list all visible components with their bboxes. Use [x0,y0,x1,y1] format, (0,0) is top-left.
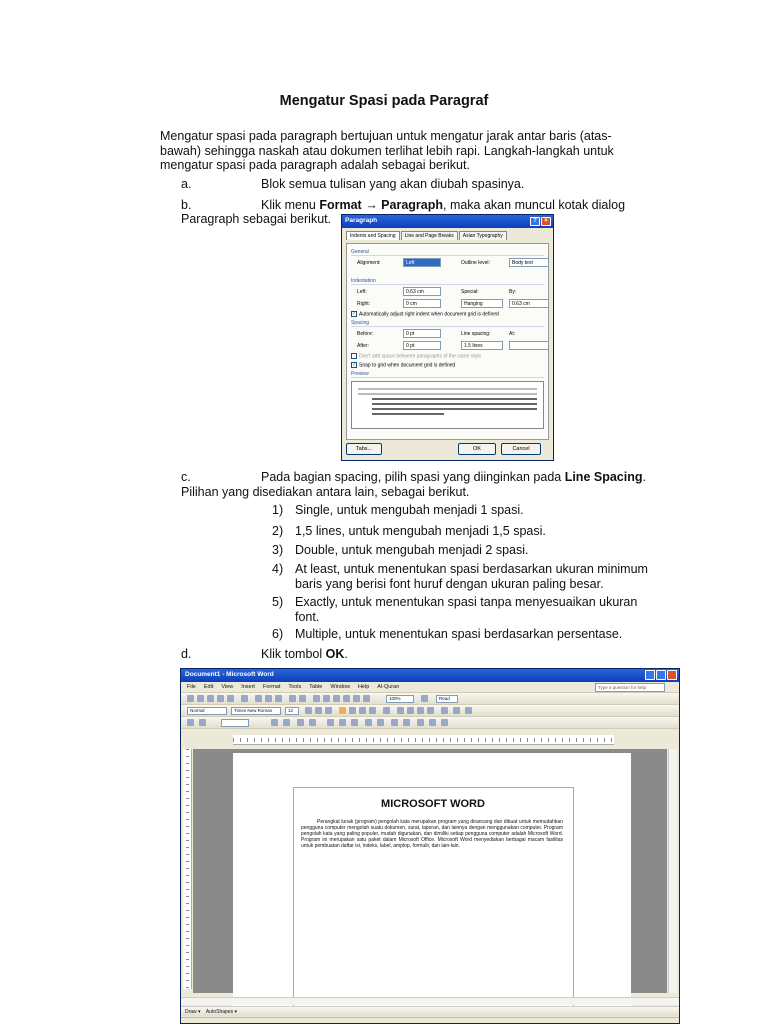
close-button[interactable]: × [541,217,551,226]
word-titlebar [181,669,679,682]
style-select[interactable]: Normal [187,707,227,715]
font-color-icon[interactable] [465,707,472,714]
document-heading: MICROSOFT WORD [381,798,485,810]
drawing-style-toolbar [181,717,679,729]
table-icon[interactable] [323,695,330,702]
after-label: After: [357,343,369,350]
line-style-select[interactable] [221,719,249,727]
dialog-title: Paragraph [345,217,378,224]
before-label: Before: [357,331,374,338]
copy-icon[interactable] [265,695,272,702]
increase-indent-icon[interactable] [427,707,434,714]
section-spacing: Spacing [351,320,544,327]
save-icon[interactable] [207,695,214,702]
at-label: At: [509,331,516,338]
paste-icon[interactable] [275,695,282,702]
decrease-indent-icon[interactable] [417,707,424,714]
dialog-titlebar [342,215,553,228]
tab-line-page-breaks[interactable]: Line and Page Breaks [401,231,458,240]
step-text: Blok semua tulisan yang akan diubah spasinya. [261,177,525,191]
horizontal-ruler[interactable] [233,735,614,745]
align-right-icon[interactable] [359,707,366,714]
drawing-icon[interactable] [343,695,350,702]
document-area [193,749,667,993]
intro-paragraph: Mengatur spasi pada paragraph bertujuan untuk mengatur jarak antar baris (atas-bawah) sehingga naskah atau dokumen terlihat lebih rapi. Langkah-langkah untuk mengatur spasi pada paragraph adalah sebagai berikut. [160,129,614,172]
menu-tools[interactable]: Tools [288,684,302,690]
tabs-button[interactable]: Tabs... [346,443,382,455]
help-icon[interactable] [421,695,428,702]
cut-icon[interactable] [255,695,262,702]
preview-box [351,381,544,429]
step-letter: c. [181,470,191,484]
word-title: Document1 - Microsoft Word [185,671,274,678]
numbering-icon[interactable] [397,707,404,714]
special-select[interactable]: Hanging [461,299,503,308]
no-space-checkbox[interactable]: Don't add space between paragraphs of the same style [351,353,544,359]
formatting-toolbar [181,705,679,717]
split-cells-icon[interactable] [351,719,358,726]
document-body: Perangkat lunak (program) pengolah kata merupakan program yang dirancang dan dibuat untuk memudahkan pengguna computer mengolah suatu dokumen, surat, laporan, dan lainnya dengan menggunakan computer. Program pengolah kata yang paling populer, mudah digunakan, dan dimiliki setiap pengguna computer adalah Microsoft Word. Program ini merupakan satu paket dalam Microsoft Office. Microsoft Word menyediakan berbagai macam fasilitas untuk pembuatan daftar isi, indeks, label, amplop, formulir, dan lain-lain. [301,819,563,849]
border-color-icon[interactable] [283,719,290,726]
open-icon[interactable] [197,695,204,702]
snap-grid-checkbox[interactable]: ✓ Snap to grid when document grid is defined [352,361,456,368]
hyperlink-icon[interactable] [313,695,320,702]
help-search-input[interactable]: Type a question for help [595,683,665,692]
italic-icon[interactable] [315,707,322,714]
auto-indent-checkbox[interactable]: ✓ Automatically adjust right indent when document grid is defined [352,311,499,318]
outline-select[interactable]: Body text [509,258,549,267]
at-field[interactable] [509,341,549,350]
outline-label: Outline level: [461,260,490,266]
menu-bar [181,682,679,693]
horizontal-scrollbar[interactable] [181,997,679,1005]
by-field[interactable]: 0.63 cm [509,299,549,308]
size-select[interactable]: 12 [285,707,299,715]
vertical-ruler[interactable] [183,749,192,989]
status-bar [181,1017,679,1024]
merge-cells-icon[interactable] [339,719,346,726]
left-indent-field[interactable]: 0.63 cm [403,287,441,296]
tab-indents-spacing[interactable]: Indents and Spacing [346,231,400,240]
autoformat-icon[interactable] [391,719,398,726]
sort-descending-icon[interactable] [429,719,436,726]
standard-toolbar [181,693,679,705]
menu-window[interactable]: Window [330,684,350,690]
menu-help[interactable]: Help [357,684,370,690]
line-weight-icon[interactable] [271,719,278,726]
bold-icon[interactable] [305,707,312,714]
before-field[interactable]: 0 pt [403,329,441,338]
outside-border-icon[interactable] [297,719,304,726]
frame-icon[interactable] [187,719,194,726]
cancel-button[interactable]: Cancel [501,443,541,455]
highlight-icon[interactable] [453,707,460,714]
justify-icon[interactable] [369,707,376,714]
undo-icon[interactable] [289,695,296,702]
dialog-body [346,243,549,440]
step-text: Klik tombol OK. [261,647,348,661]
read-button[interactable]: Read [436,695,458,703]
tab-asian-typography[interactable]: Asian Typography [459,231,507,240]
line-spacing-label: Line spacing: [461,331,491,338]
step-letter: b. [181,198,192,212]
redo-icon[interactable] [299,695,306,702]
section-indentation: Indentation [351,278,544,285]
new-icon[interactable] [187,695,194,702]
alignment-select[interactable]: Left [403,258,441,267]
step-letter: a. [181,177,192,191]
shading-icon[interactable] [309,719,316,726]
insert-table-icon[interactable] [327,719,334,726]
ok-button[interactable]: OK [458,443,496,455]
maximize-button[interactable] [656,670,666,680]
step-c-continuation: Pilihan yang disediakan antara lain, sebagai berikut. [181,485,470,499]
font-select[interactable]: Times New Roman [231,707,281,715]
vertical-scrollbar[interactable] [668,749,677,993]
sort-ascending-icon[interactable] [417,719,424,726]
menu-table[interactable]: Table [309,684,323,690]
align-center-icon[interactable] [349,707,356,714]
border-icon[interactable] [441,707,448,714]
word-window [180,668,680,1024]
autosum-icon[interactable] [441,719,448,726]
align-icon[interactable] [365,719,372,726]
preview-icon[interactable] [227,695,234,702]
minimize-button[interactable] [645,670,655,680]
section-general: General [351,249,544,256]
help-button[interactable]: ? [530,217,540,226]
menu-insert[interactable]: Insert [241,684,255,690]
left-label: Left: [357,289,367,295]
underline-icon[interactable] [325,707,332,714]
line-spacing-icon[interactable] [383,707,390,714]
step-text: Klik menu Format → Paragraph, maka akan muncul kotak dialog [261,198,626,212]
menu-al-quran[interactable]: Al-Quran [377,684,400,690]
print-icon[interactable] [217,695,224,702]
autoshapes-menu[interactable]: AutoShapes ▾ [205,1009,238,1015]
zoom-select[interactable]: 100% [386,695,414,703]
menu-edit[interactable]: Edit [203,684,214,690]
special-label: Special: [461,289,479,295]
section-preview: Preview [351,371,544,378]
frame-icon[interactable] [199,719,206,726]
close-button[interactable] [667,670,677,680]
menu-format[interactable]: Format [262,684,281,690]
page-title: Mengatur Spasi pada Paragraf [279,93,489,109]
spelling-icon[interactable] [241,695,248,702]
step-letter: d. [181,647,192,661]
step-b-continuation: Paragraph sebagai berikut. [181,212,332,226]
document-page[interactable] [233,753,631,1013]
after-field[interactable]: 0 pt [403,341,441,350]
right-label: Right: [357,301,371,307]
step-text: Pada bagian spacing, pilih spasi yang diinginkan pada Line Spacing. [261,470,646,484]
drawing-toolbar [181,1006,679,1016]
align-left-icon[interactable] [339,707,346,714]
menu-file[interactable]: File [187,684,196,690]
map-icon[interactable] [353,695,360,702]
right-indent-field[interactable]: 0 cm [403,299,441,308]
by-label: By: [509,289,517,295]
columns-icon[interactable] [333,695,340,702]
bullets-icon[interactable] [407,707,414,714]
menu-view[interactable]: View [221,684,234,690]
alignment-label: Alignment: [357,260,381,266]
text-direction-icon[interactable] [403,719,410,726]
distribute-icon[interactable] [377,719,384,726]
line-spacing-select[interactable]: 1.5 lines [461,341,503,350]
draw-menu[interactable]: Draw ▾ [185,1009,201,1015]
paragraph-dialog [341,214,554,461]
show-hide-icon[interactable] [363,695,370,702]
